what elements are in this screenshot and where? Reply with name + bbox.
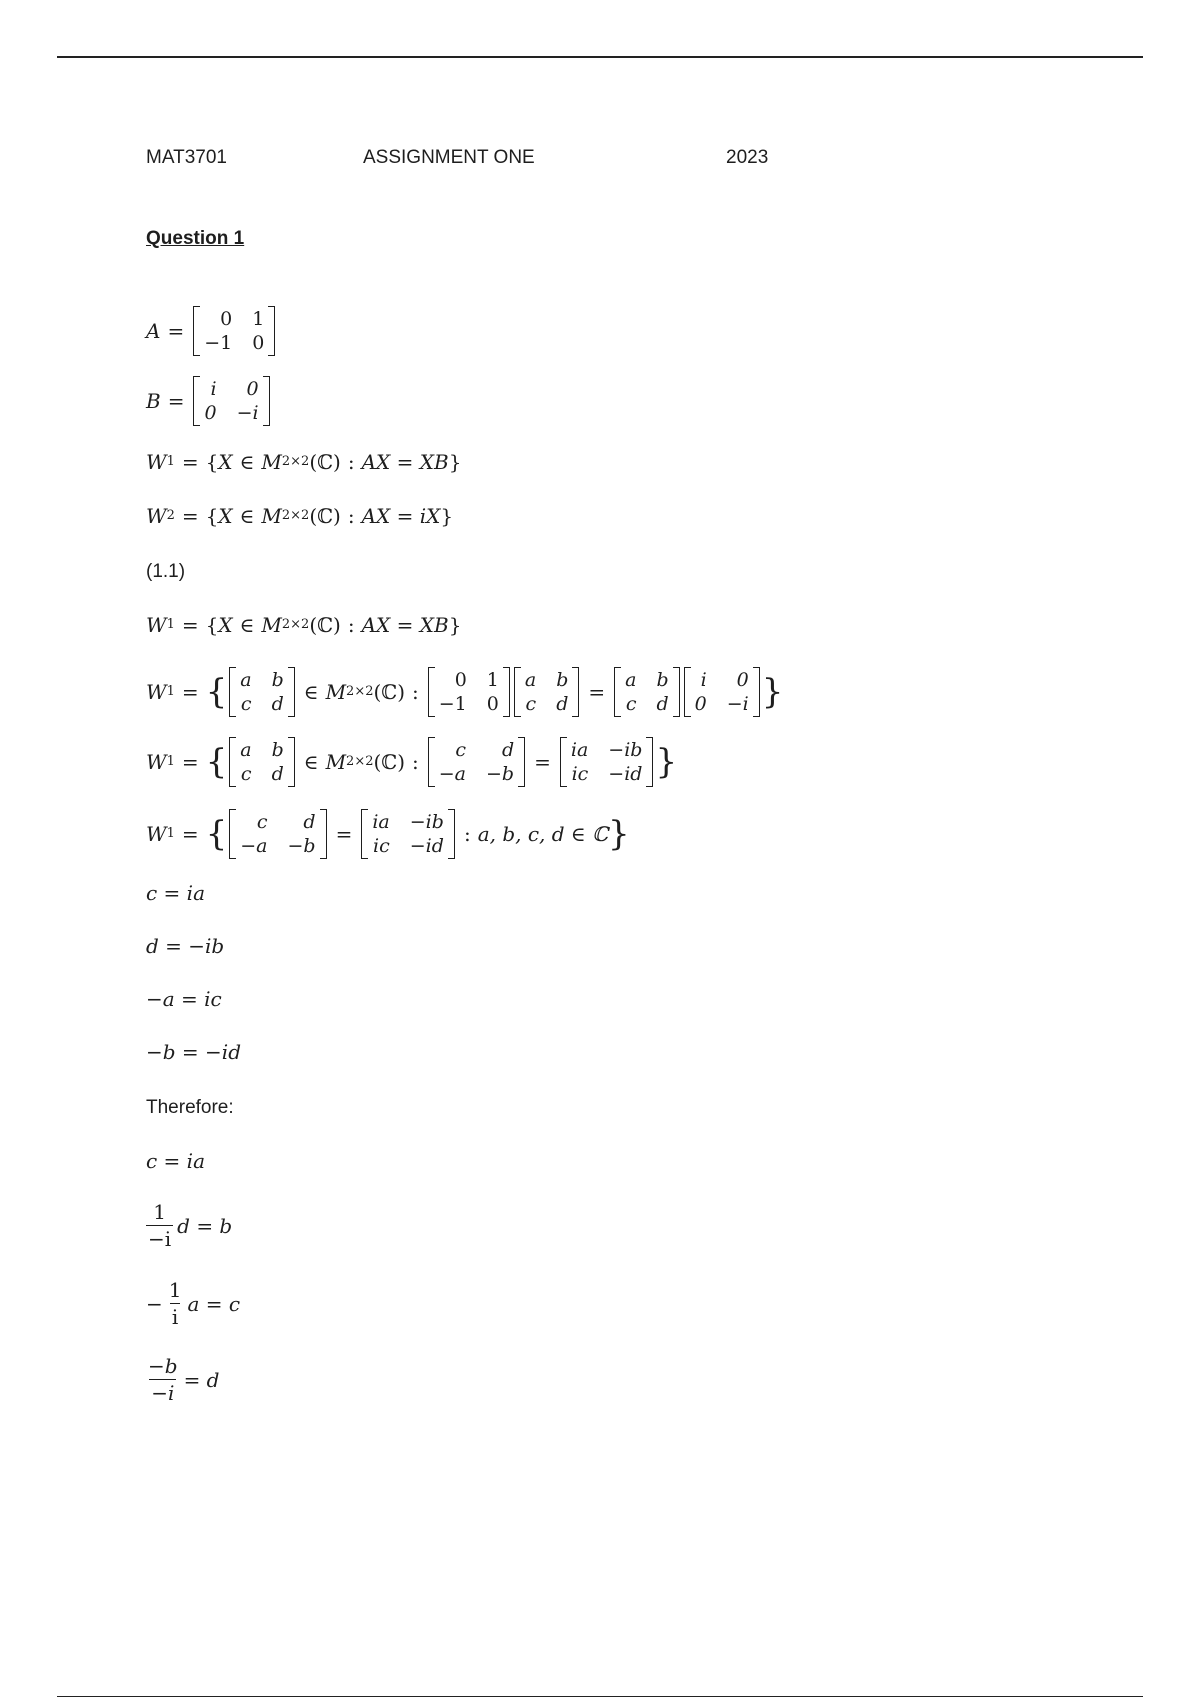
matrix-B-definition: B = i 0 0 −i bbox=[146, 376, 272, 426]
bottom-rule bbox=[57, 1696, 1143, 1697]
matrix-A-definition: A = 0 1 −1 0 bbox=[146, 306, 277, 356]
question-heading: Question 1 bbox=[146, 228, 245, 249]
top-rule bbox=[57, 56, 1143, 58]
equation-3: −a = ic bbox=[146, 987, 222, 1011]
matrix-X: a b c d bbox=[229, 737, 295, 787]
equation-2: d = −ib bbox=[146, 934, 225, 958]
matrix-B: i 0 0 −i bbox=[193, 376, 269, 426]
year: 2023 bbox=[726, 147, 769, 168]
W1-multiplied: W 1 = { a b c d ∈ M 2×2 (ℂ) : c d −a −b = ia −ib ic −id } bbox=[146, 739, 678, 785]
W1-restated: W 1 = { X ∈ M 2×2 (ℂ) : AX = XB } bbox=[146, 613, 462, 637]
result-equation-3: − $\frac{1}{i}$ a = c bbox=[146, 1278, 241, 1329]
result-equation-2: $\frac{1}{-i}$ d = b bbox=[148, 1200, 233, 1251]
matrix-A: 0 1 −1 0 bbox=[193, 306, 275, 356]
matrix-AX: c d −a −b bbox=[428, 737, 525, 787]
matrix-X-inline: a b c d bbox=[514, 667, 580, 717]
assignment-title: ASSIGNMENT ONE bbox=[363, 147, 535, 168]
result-equation-4: $\frac{-b}{-i}$ = d bbox=[148, 1354, 220, 1405]
W2-definition: W 2 = { X ∈ M 2×2 (ℂ) : AX = iX } bbox=[146, 504, 454, 528]
course-code: MAT3701 bbox=[146, 147, 227, 168]
therefore-label: Therefore: bbox=[146, 1097, 234, 1118]
matrix-AX: c d −a −b bbox=[229, 809, 326, 859]
matrix-A-inline: 0 1 −1 0 bbox=[428, 667, 510, 717]
section-label: (1.1) bbox=[146, 561, 186, 582]
matrix-XB: ia −ib ic −id bbox=[361, 809, 455, 859]
matrix-B-inline: i 0 0 −i bbox=[684, 667, 760, 717]
result-equation-1: c = ia bbox=[146, 1149, 205, 1173]
equation-1: c = ia bbox=[146, 881, 205, 905]
W1-condition: W 1 = { c d −a −b = ia −ib ic −id : a, b, c, d ∈ ℂ } bbox=[146, 811, 630, 857]
matrix-X: a b c d bbox=[229, 667, 295, 717]
matrix-XB: ia −ib ic −id bbox=[560, 737, 654, 787]
W1-definition: W 1 = { X ∈ M 2×2 (ℂ) : AX = XB } bbox=[146, 450, 462, 474]
equation-4: −b = −id bbox=[146, 1040, 241, 1064]
matrix-X-inline-2: a b c d bbox=[614, 667, 680, 717]
W1-expanded: W 1 = { a b c d ∈ M 2×2 (ℂ) : 0 1 −1 0 a b c d = a b c d i 0 0 −i } bbox=[146, 669, 784, 715]
